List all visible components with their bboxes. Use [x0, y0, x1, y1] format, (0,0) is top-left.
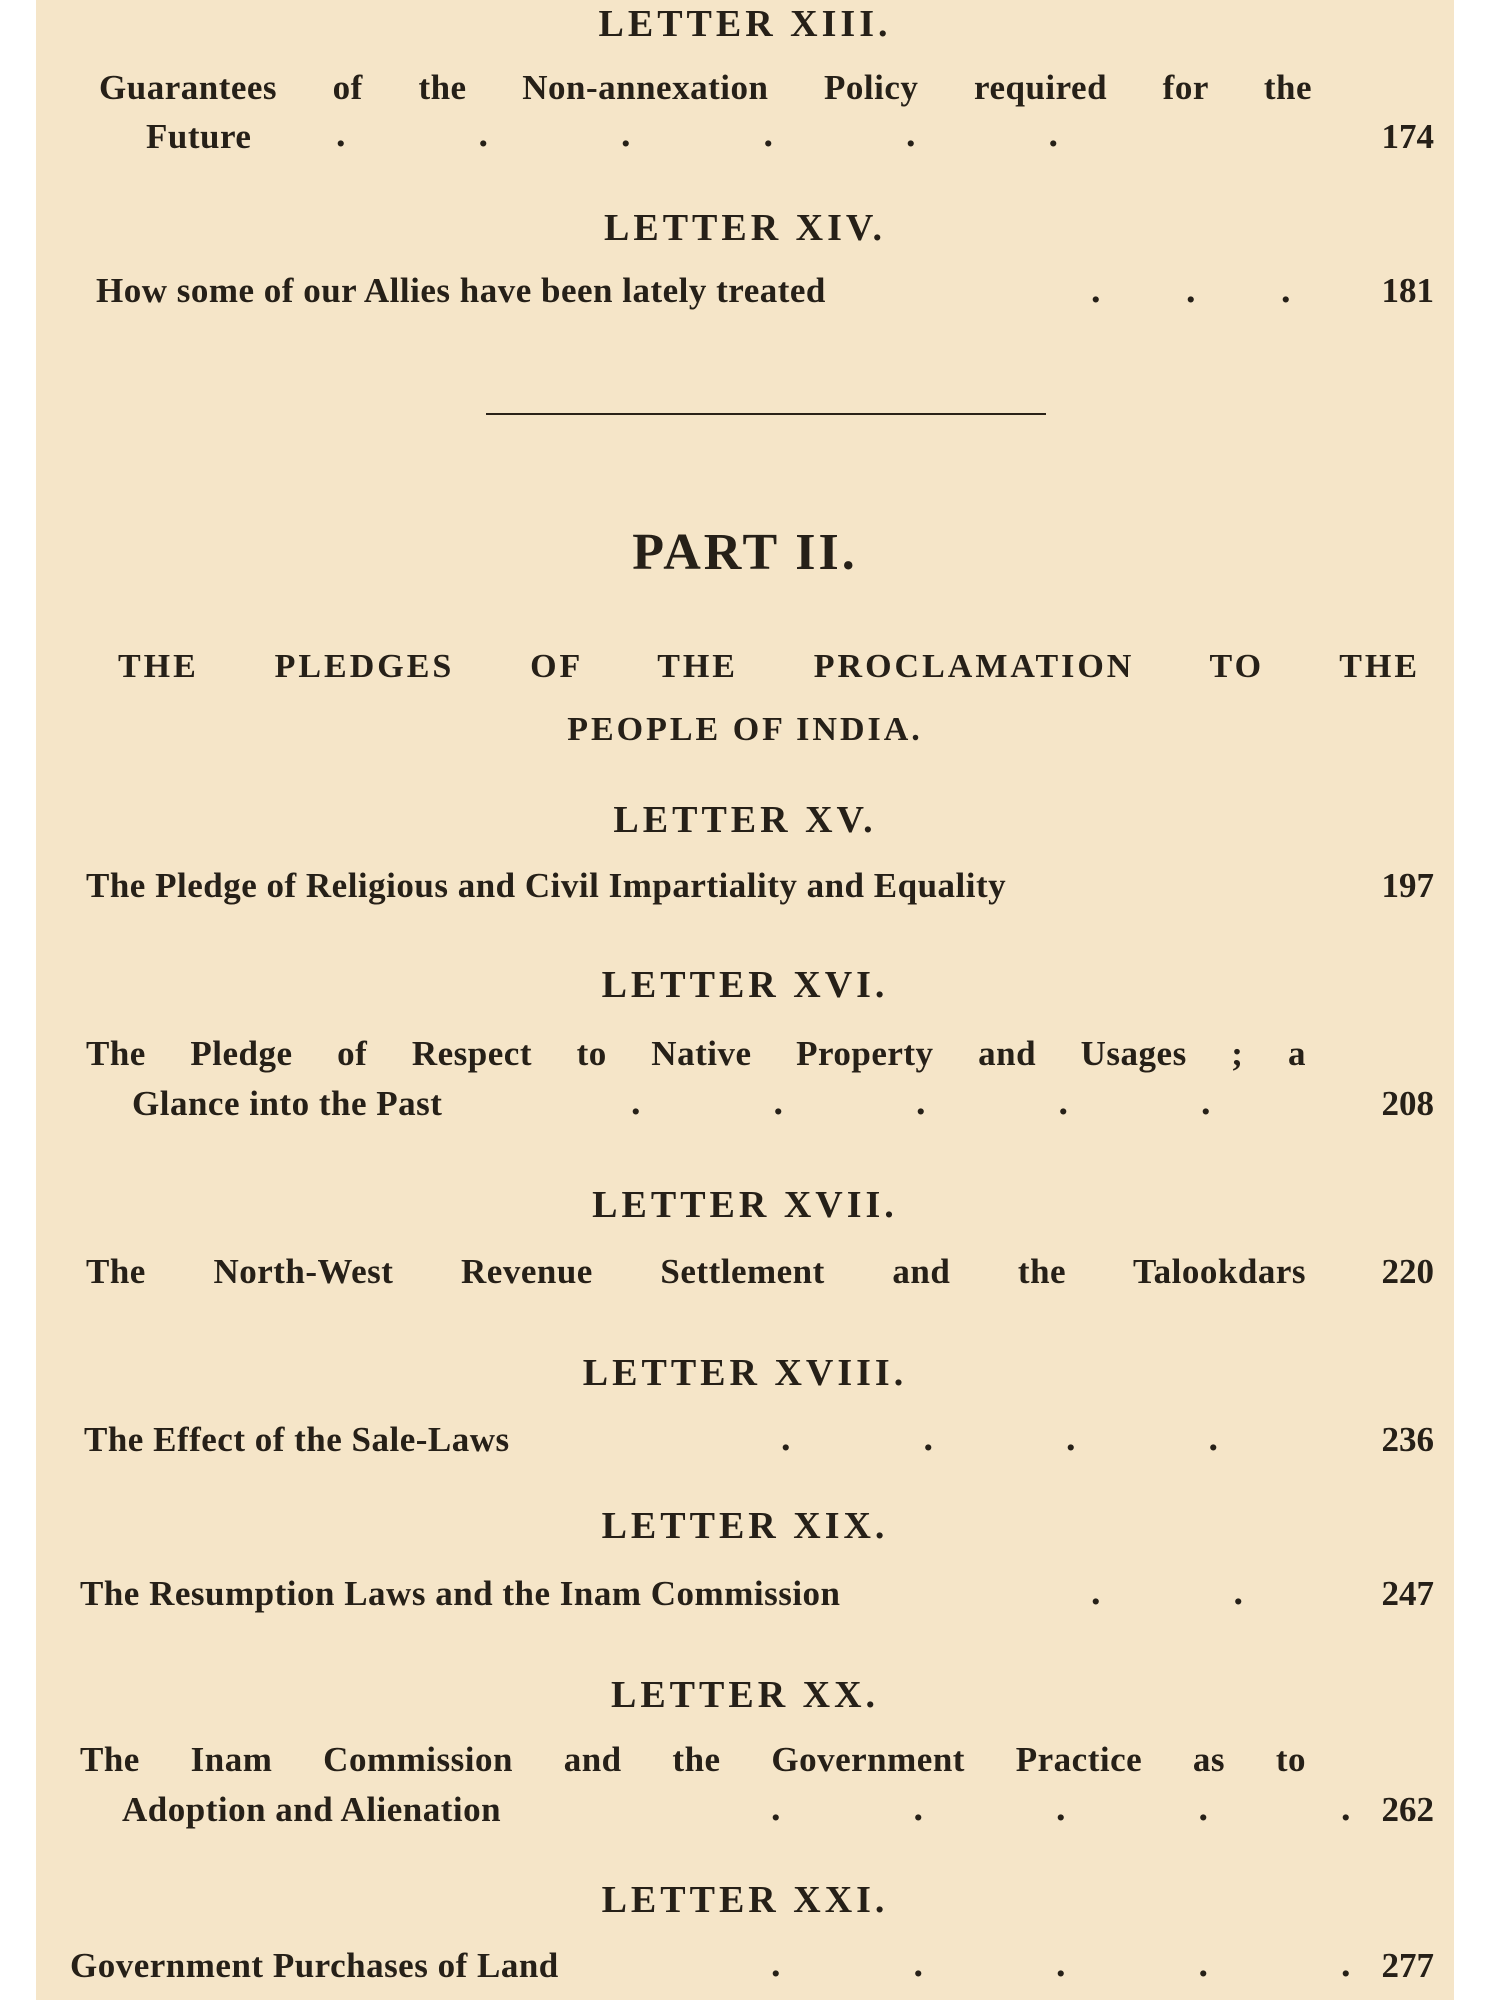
entry-title-xvi-line2: Glance into the Past: [132, 1084, 443, 1123]
entry-title-xiii-line2: Future: [146, 117, 252, 156]
dot-leader: . . . . .: [771, 1943, 1351, 1985]
letter-heading-xvii: LETTER XVII.: [592, 1184, 898, 1226]
letter-heading-xvi: LETTER XVI.: [601, 964, 889, 1006]
entry-title-xx-line2: Adoption and Alienation: [122, 1790, 502, 1829]
page-number-xiii: 174: [1381, 117, 1434, 156]
page-number-xviii: 236: [1381, 1420, 1434, 1459]
book-page: [36, 0, 1454, 2000]
entry-title-xvii: The North-West Revenue Settlement and the Talookdars: [86, 1252, 1306, 1291]
page-number-xiv: 181: [1381, 271, 1434, 310]
page-number-xx: 262: [1381, 1790, 1434, 1829]
letter-heading-xiv: LETTER XIV.: [604, 207, 886, 249]
page-number-xvi: 208: [1381, 1084, 1434, 1123]
letter-heading-xiii: LETTER XIII.: [598, 3, 892, 45]
entry-title-xvi-line1: The Pledge of Respect to Native Property and Usages ; a: [86, 1034, 1306, 1073]
page-number-xxi: 277: [1381, 1946, 1434, 1985]
dot-leader: . . . . . .: [336, 113, 1058, 155]
entry-title-xxi: Government Purchases of Land: [70, 1946, 559, 1985]
letter-heading-xv: LETTER XV.: [613, 799, 877, 841]
entry-title-xiii-line1: Guarantees of the Non-annexation Policy required for the: [99, 68, 1312, 107]
letter-heading-xxi: LETTER XXI.: [601, 1879, 889, 1921]
entry-title-xix: The Resumption Laws and the Inam Commission: [80, 1574, 841, 1613]
letter-heading-xix: LETTER XIX.: [601, 1505, 889, 1547]
entry-title-xviii: The Effect of the Sale-Laws: [84, 1420, 510, 1459]
dot-leader: . . . .: [781, 1417, 1218, 1459]
part-title: PART II.: [632, 524, 858, 581]
section-divider-rule: [486, 413, 1046, 415]
dot-leader: . . . . .: [631, 1081, 1211, 1123]
letter-heading-xviii: LETTER XVIII.: [582, 1352, 908, 1394]
entry-title-xiv: How some of our Allies have been lately treated: [96, 271, 826, 310]
entry-title-xv: The Pledge of Religious and Civil Impartiality and Equality: [86, 866, 1007, 905]
part-subtitle-line2: PEOPLE OF INDIA.: [567, 711, 923, 748]
entry-title-xx-line1: The Inam Commission and the Government Practice as to: [80, 1740, 1306, 1779]
letter-heading-xx: LETTER XX.: [610, 1674, 880, 1716]
part-subtitle-line1: THE PLEDGES OF THE PROCLAMATION TO THE: [118, 648, 1420, 685]
page-number-xv: 197: [1381, 866, 1434, 905]
page-number-xvii: 220: [1381, 1252, 1434, 1291]
dot-leader: . .: [1091, 1571, 1243, 1613]
dot-leader: . . .: [1091, 269, 1291, 311]
page-number-xix: 247: [1381, 1574, 1434, 1613]
dot-leader: . . . . .: [771, 1787, 1351, 1829]
